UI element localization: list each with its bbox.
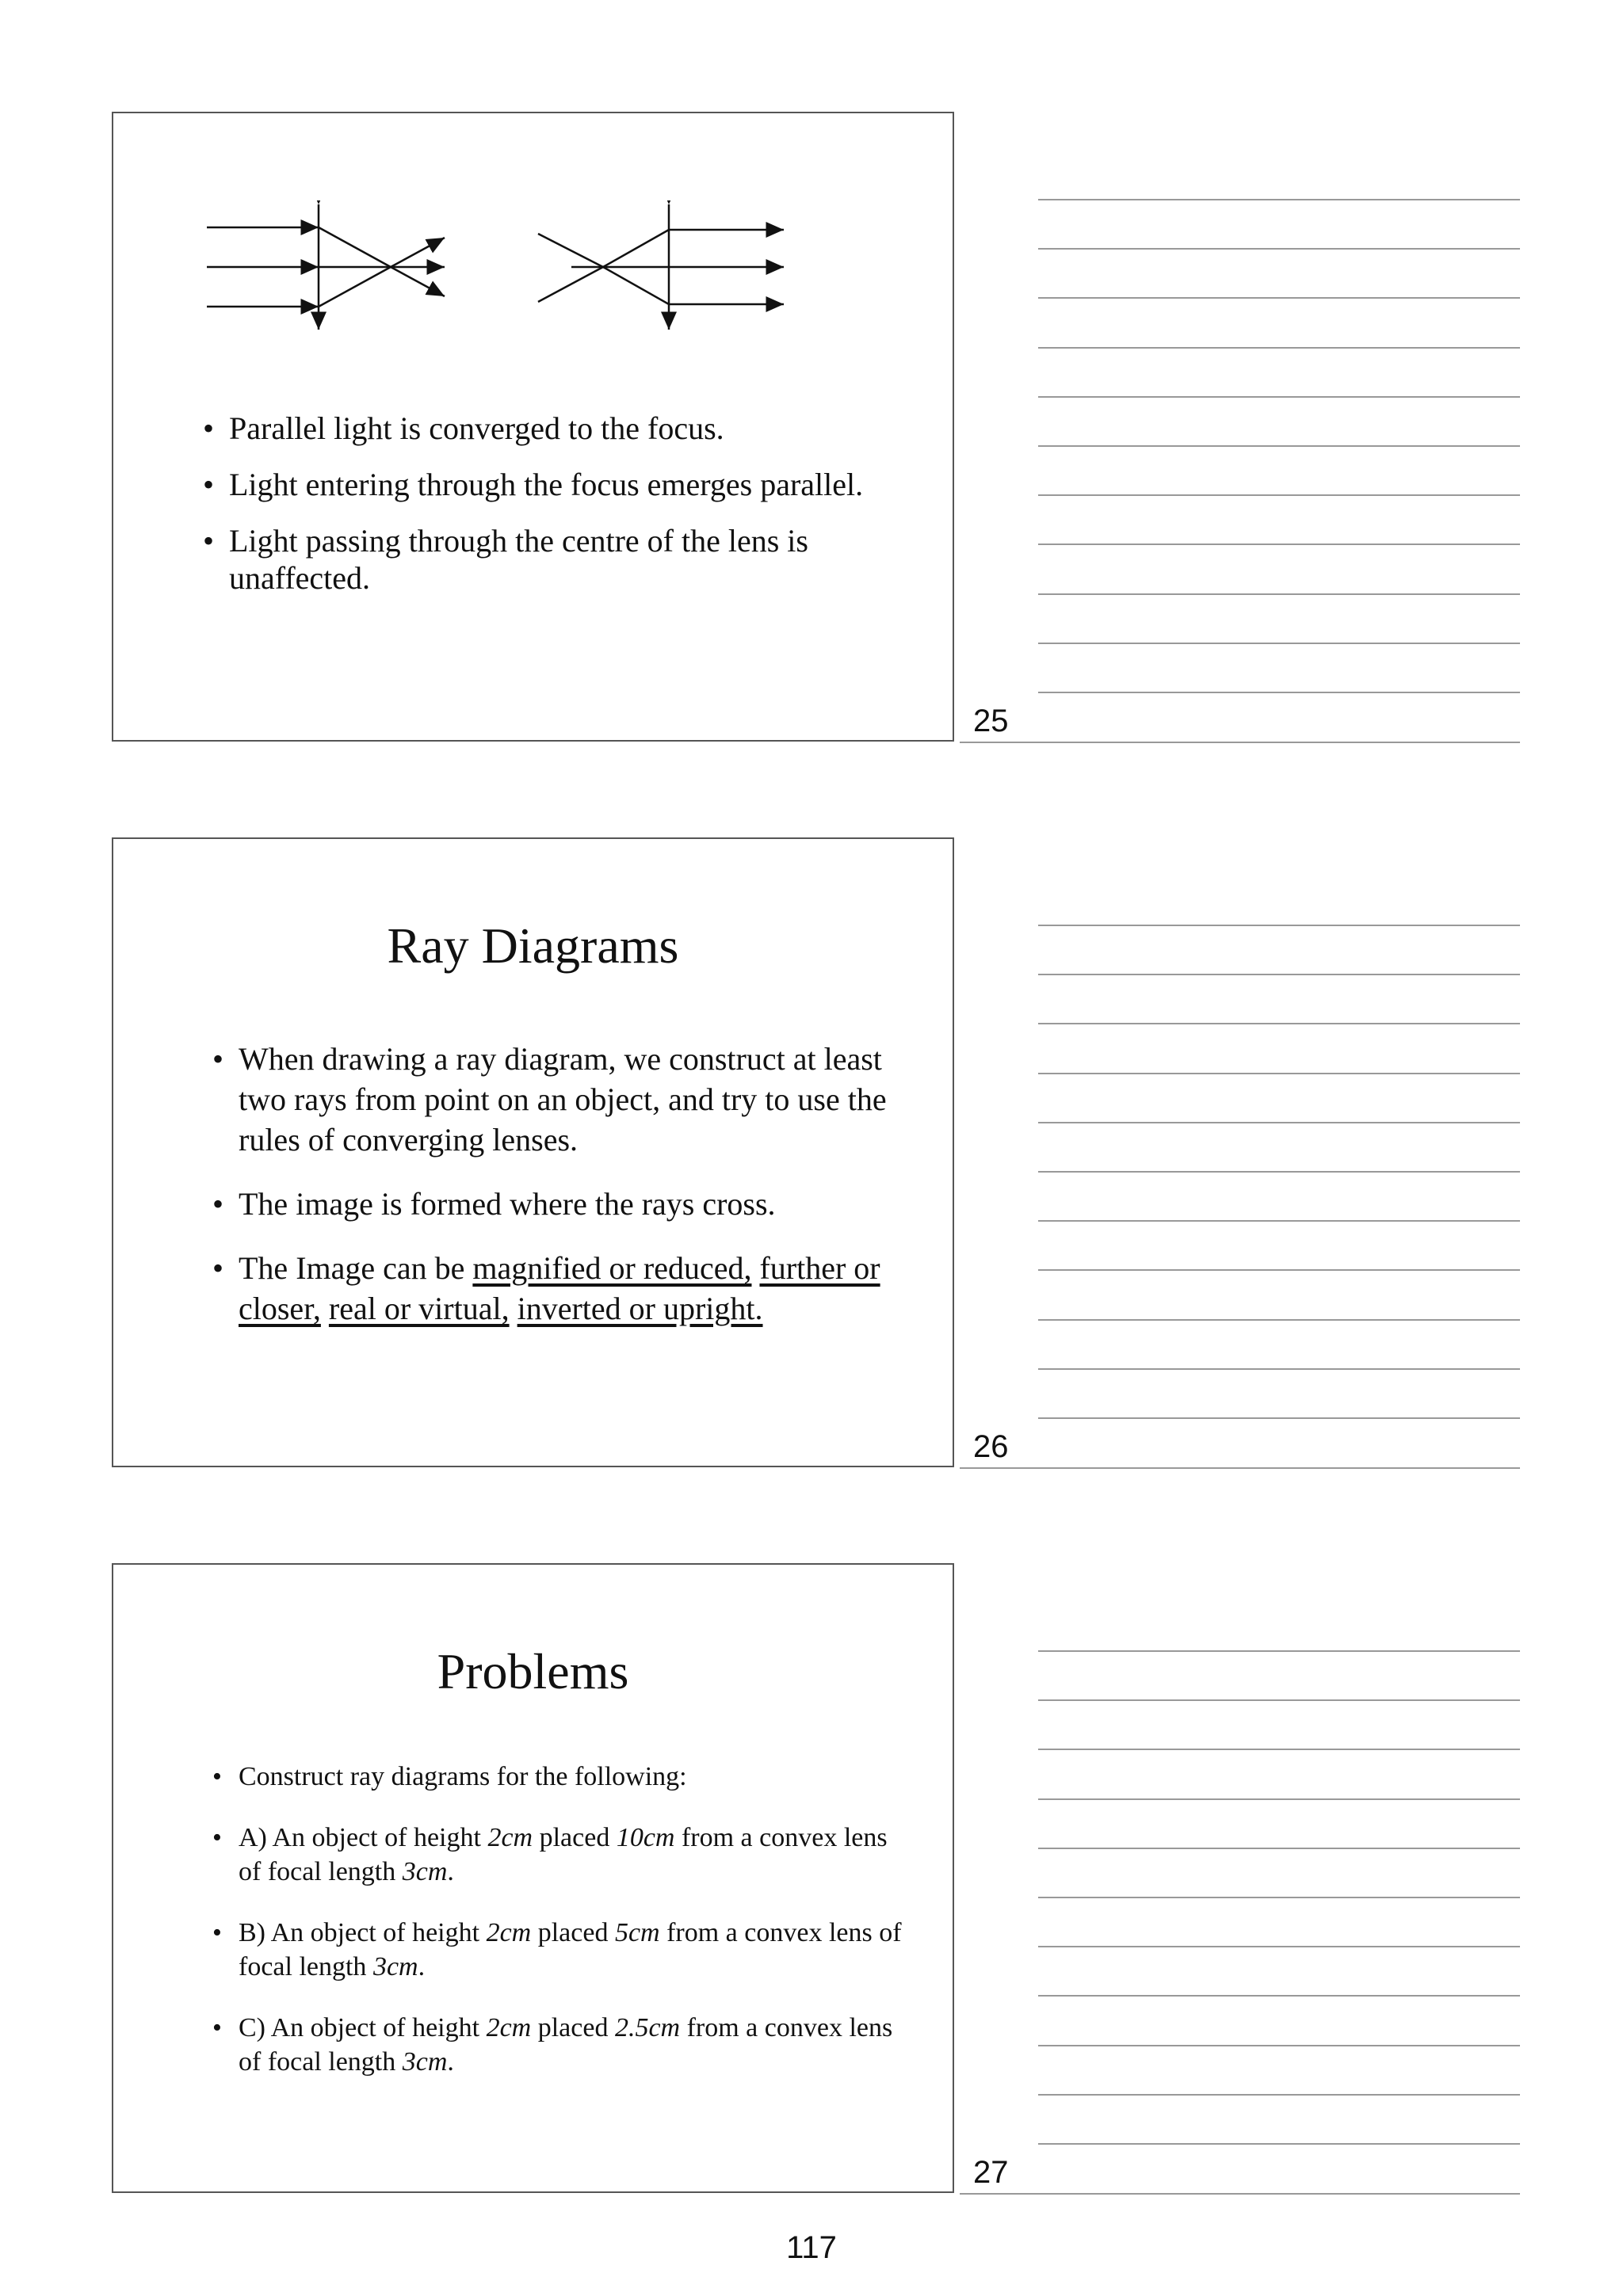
bullet-item: • When drawing a ray diagram, we construct at least two rays from point on an object, and try to use the rules of converging lenses. bbox=[217, 1039, 915, 1160]
problem-text: A) An object of height bbox=[239, 1823, 488, 1852]
unit-value: 3cm bbox=[372, 1952, 418, 1981]
note-line bbox=[1038, 1269, 1520, 1271]
unit-value: 10cm bbox=[616, 1823, 675, 1852]
unit-value: 5cm bbox=[614, 1918, 660, 1947]
note-line bbox=[1038, 2045, 1520, 2046]
bullet-item bbox=[217, 1248, 915, 1329]
slide-25 bbox=[112, 112, 954, 742]
note-line bbox=[1038, 1368, 1520, 1370]
note-line bbox=[1038, 1946, 1520, 1947]
note-line bbox=[1038, 1848, 1520, 1849]
slide-25-bullets bbox=[208, 410, 905, 616]
problem-text: from a convex lens of focal length bbox=[239, 1918, 902, 1981]
slide-26 bbox=[112, 837, 954, 1467]
slide-title: Ray Diagrams bbox=[387, 917, 679, 974]
parallel-to-focus-diagram bbox=[207, 204, 445, 330]
note-line bbox=[1038, 445, 1520, 447]
note-line bbox=[1038, 1319, 1520, 1321]
converging-lens-ray-diagram bbox=[207, 200, 920, 375]
note-line bbox=[1038, 297, 1520, 299]
notes-base-line bbox=[960, 1467, 1520, 1469]
bullet-item: • Light passing through the centre of the lens is unaffected. bbox=[208, 522, 905, 597]
note-line bbox=[1038, 1897, 1520, 1898]
bullet-item: • Parallel light is converged to the focus. bbox=[208, 410, 905, 447]
problem-text: . bbox=[418, 1952, 426, 1981]
slide-27-bullets bbox=[217, 1760, 915, 2106]
note-line bbox=[1038, 248, 1520, 250]
unit-value: 3cm bbox=[402, 1857, 448, 1886]
unit-value: 2.5cm bbox=[614, 2013, 681, 2042]
note-line bbox=[1038, 1699, 1520, 1701]
note-line bbox=[1038, 925, 1520, 926]
problem-text: placed bbox=[531, 1918, 615, 1947]
bullet-text: The Image can be bbox=[239, 1250, 473, 1286]
note-line bbox=[1038, 593, 1520, 595]
bullet-item: • Light entering through the focus emerges parallel. bbox=[208, 466, 905, 503]
unit-value: 3cm bbox=[402, 2047, 448, 2077]
problem-text: from a convex lens of focal length bbox=[239, 2013, 893, 2077]
problem-item bbox=[217, 1821, 915, 1889]
note-line bbox=[1038, 1171, 1520, 1173]
focus-to-parallel-diagram bbox=[538, 204, 784, 330]
note-line bbox=[1038, 1995, 1520, 1997]
unit-value: 2cm bbox=[487, 1823, 533, 1852]
bullet-item: • The image is formed where the rays cross. bbox=[217, 1184, 915, 1224]
underlined-term: magnified or reduced, bbox=[472, 1250, 752, 1286]
note-line bbox=[1038, 1417, 1520, 1419]
underlined-term: inverted or upright. bbox=[517, 1291, 763, 1326]
note-line bbox=[1038, 1073, 1520, 1074]
note-line bbox=[1038, 1023, 1520, 1024]
note-line bbox=[1038, 543, 1520, 545]
problem-item bbox=[217, 2011, 915, 2079]
problem-text: placed bbox=[533, 1823, 617, 1852]
slide-number: 27 bbox=[973, 2155, 1009, 2190]
note-line bbox=[1038, 692, 1520, 693]
underlined-term: further or closer, bbox=[239, 1250, 880, 1326]
unit-value: 2cm bbox=[486, 2013, 532, 2042]
problem-text: placed bbox=[531, 2013, 615, 2042]
problem-text: C) An object of height bbox=[239, 2013, 487, 2042]
note-line bbox=[1038, 494, 1520, 496]
problem-text: . bbox=[447, 1857, 454, 1886]
unit-value: 2cm bbox=[486, 1918, 532, 1947]
slide-27 bbox=[112, 1563, 954, 2193]
note-line bbox=[1038, 1220, 1520, 1222]
note-line bbox=[1038, 2094, 1520, 2096]
note-line bbox=[1038, 2143, 1520, 2145]
note-line bbox=[1038, 1798, 1520, 1800]
note-line bbox=[1038, 1650, 1520, 1652]
notes-base-line bbox=[960, 742, 1520, 743]
problem-text: . bbox=[447, 2047, 454, 2077]
note-line bbox=[1038, 396, 1520, 398]
slide-number: 26 bbox=[973, 1429, 1009, 1464]
note-line bbox=[1038, 1122, 1520, 1123]
slide-title: Problems bbox=[437, 1643, 629, 1699]
page-number: 117 bbox=[786, 2230, 837, 2265]
bullet-item: • Construct ray diagrams for the following: bbox=[217, 1760, 915, 1794]
note-line bbox=[1038, 347, 1520, 349]
problem-item bbox=[217, 1916, 915, 1984]
slide-26-bullets bbox=[217, 1039, 915, 1352]
slide-number: 25 bbox=[973, 704, 1009, 738]
notes-base-line bbox=[960, 2193, 1520, 2195]
underlined-term: real or virtual, bbox=[328, 1291, 510, 1326]
problem-text: B) An object of height bbox=[239, 1918, 487, 1947]
problem-text: from a convex lens of focal length bbox=[239, 1823, 888, 1886]
note-line bbox=[1038, 974, 1520, 975]
note-line bbox=[1038, 1749, 1520, 1750]
note-line bbox=[1038, 643, 1520, 644]
note-line bbox=[1038, 199, 1520, 200]
